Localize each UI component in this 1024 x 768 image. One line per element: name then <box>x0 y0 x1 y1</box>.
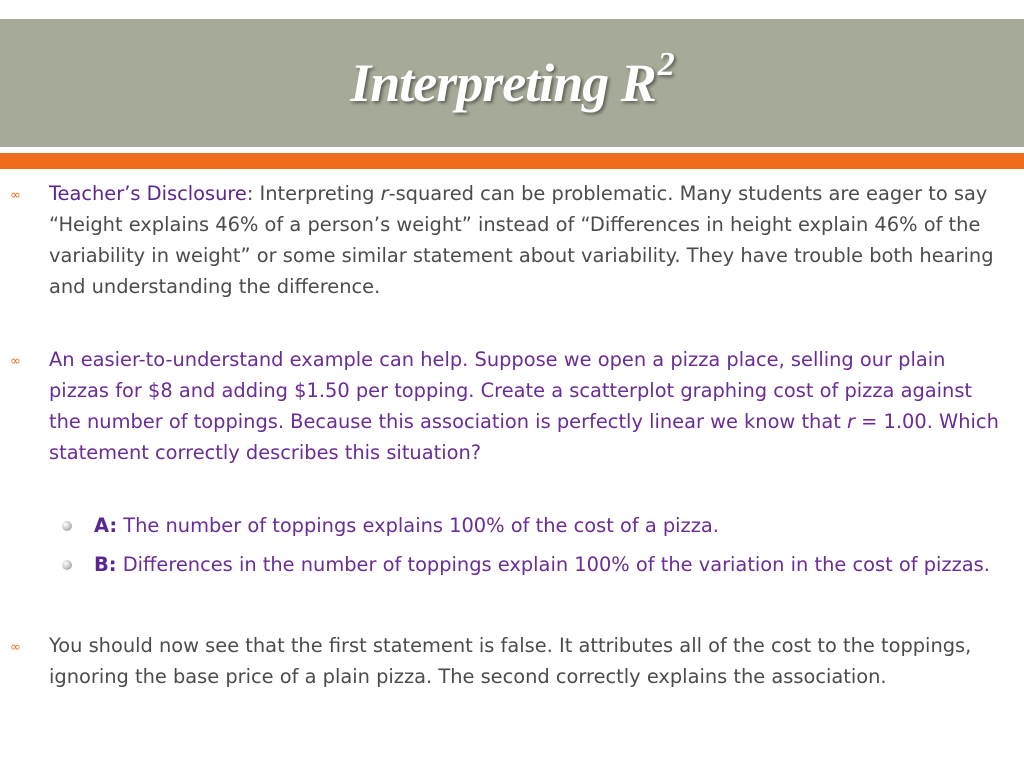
p1-text-a: : Interpreting <box>246 182 381 205</box>
p1-italic-r: r <box>380 182 389 205</box>
option-b-label: B: <box>94 553 117 576</box>
slide-title <box>350 46 674 114</box>
option-b-text: Differences in the number of toppings explain 100% of the variation in the cost of pizzas. <box>116 553 990 576</box>
circle-bullet-icon <box>62 560 72 570</box>
option-b <box>0 549 1024 580</box>
title-text: Interpreting R <box>350 53 656 113</box>
teachers-disclosure-label: Teacher’s Disclosure <box>49 182 247 205</box>
paragraph-teachers-disclosure <box>0 178 1024 302</box>
title-superscript: 2 <box>657 46 674 83</box>
p2-text-b: = 1.00. Which statement correctly describes this situation? <box>49 410 999 464</box>
circle-bullet-icon <box>62 521 72 531</box>
p2-text-a: An easier-to-understand example can help. Suppose we open a pizza place, selling our plain pizzas for $8 and adding $1.50 per topping. Create a scatterplot graphing cost of pizza against the number of toppings. Because this association is perfectly linear we know that <box>49 348 973 433</box>
paragraph-pizza-example <box>0 344 1024 468</box>
double-loop-bullet-icon: ∞ <box>10 354 21 369</box>
option-a <box>0 510 1024 541</box>
option-a-label: A: <box>94 514 118 537</box>
accent-band <box>0 153 1024 169</box>
paragraph-conclusion <box>0 630 1024 692</box>
double-loop-bullet-icon: ∞ <box>10 188 21 203</box>
double-loop-bullet-icon: ∞ <box>10 640 21 655</box>
title-band <box>0 19 1024 147</box>
p2-italic-r: r <box>847 410 855 433</box>
slide-content <box>0 178 1024 692</box>
option-a-text: The number of toppings explains 100% of the cost of a pizza. <box>117 514 719 537</box>
p1-text-b: -squared can be problematic. Many students are eager to say “Height explains 46% of a person’s weight” instead of “Differences in height explain 46% of the variability in weight” or some similar statement about variability. They have trouble both hearing and understanding the difference. <box>49 182 994 298</box>
p3-text: You should now see that the first statement is false. It attributes all of the cost to the toppings, ignoring the base price of a plain pizza. The second correctly explains the association. <box>49 634 972 688</box>
